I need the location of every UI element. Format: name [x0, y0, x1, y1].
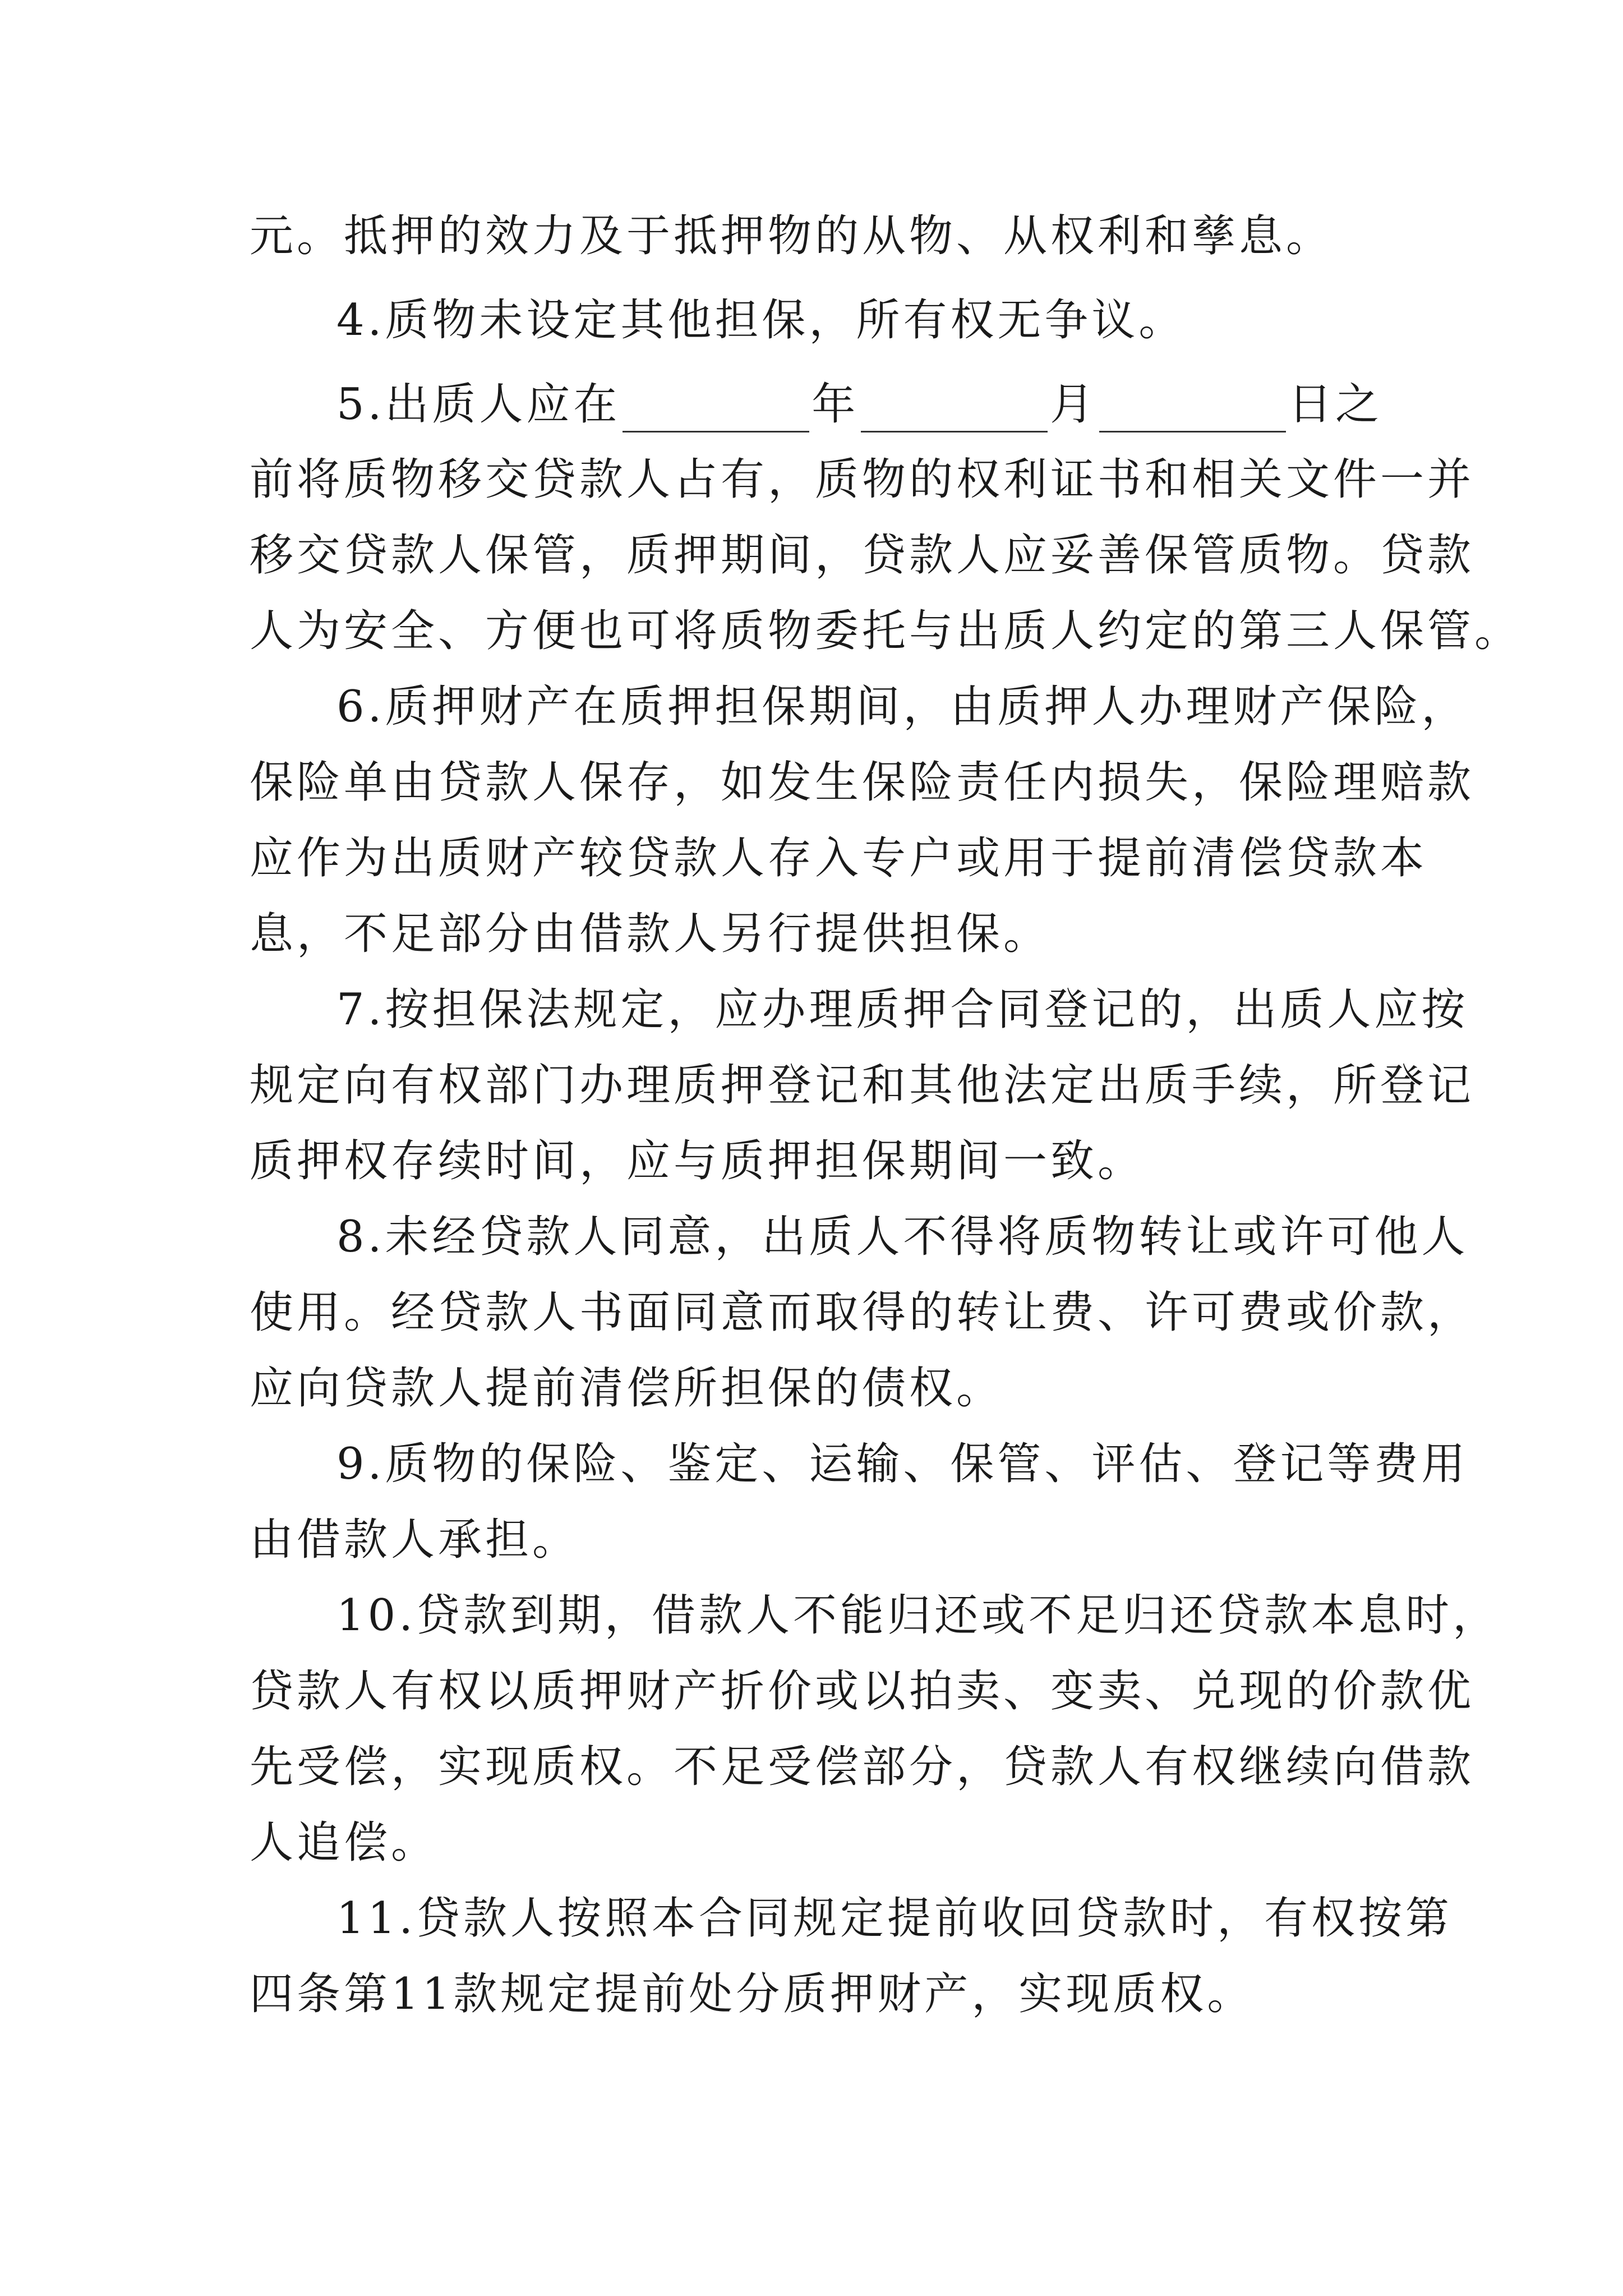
- text-line: 人为安全、方便也可将质物委托与出质人约定的第三人保管。: [250, 606, 1522, 656]
- month-label: 月: [1050, 379, 1098, 430]
- text-line: 10.贷款到期，借款人不能归还或不足归还贷款本息时，: [336, 1590, 1500, 1641]
- text-line: 贷款人有权以质押财产折价或以拍卖、变卖、兑现的价款优: [250, 1666, 1475, 1717]
- text-line: 四条第11款规定提前处分质押财产，实现质权。: [250, 1969, 1255, 2019]
- year-label: 年: [811, 379, 859, 430]
- date-clause-prefix: 5.出质人应在: [336, 379, 621, 430]
- text-line: 人追偿。: [250, 1818, 439, 1868]
- text-line: 6.质押财产在质押担保期间，由质押人办理财产保险，: [336, 682, 1469, 732]
- text-line: 使用。经贷款人书面同意而取得的转让费、许可费或价款，: [250, 1287, 1475, 1338]
- month-blank: [861, 392, 1048, 432]
- day-label: 日之: [1288, 379, 1382, 430]
- text-line: 4.质物未设定其他担保，所有权无争议。: [336, 295, 1186, 346]
- text-line: 保险单由贷款人保存，如发生保险责任内损失，保险理赔款: [250, 757, 1475, 808]
- year-blank: [623, 392, 809, 432]
- text-line: 息，不足部分由借款人另行提供担保。: [250, 909, 1051, 959]
- text-line: 8.未经贷款人同意，出质人不得将质物转让或许可他人: [336, 1212, 1469, 1262]
- text-line: 应作为出质财产较贷款人存入专户或用于提前清偿贷款本: [250, 833, 1428, 884]
- text-line: 先受偿，实现质权。不足受偿部分，贷款人有权继续向借款: [250, 1742, 1475, 1792]
- text-line: 移交贷款人保管，质押期间，贷款人应妥善保管质物。贷款: [250, 530, 1475, 581]
- day-blank: [1099, 392, 1286, 432]
- text-line: 质押权存续时间，应与质押担保期间一致。: [250, 1136, 1145, 1186]
- date-clause-line: [336, 376, 1382, 432]
- text-line: 应向贷款人提前清偿所担保的债权。: [250, 1363, 1004, 1414]
- text-line: 由借款人承担。: [250, 1515, 580, 1565]
- text-line: 7.按担保法规定，应办理质押合同登记的，出质人应按: [336, 984, 1469, 1035]
- text-line: 11.贷款人按照本合同规定提前收回贷款时，有权按第: [336, 1893, 1453, 1944]
- text-line: 规定向有权部门办理质押登记和其他法定出质手续，所登记: [250, 1060, 1475, 1111]
- text-line: 9.质物的保险、鉴定、运输、保管、评估、登记等费用: [336, 1439, 1469, 1489]
- text-line: 前将质物移交贷款人占有，质物的权利证书和相关文件一并: [250, 454, 1475, 505]
- text-line: 元。抵押的效力及于抵押物的从物、从权利和孳息。: [250, 211, 1334, 261]
